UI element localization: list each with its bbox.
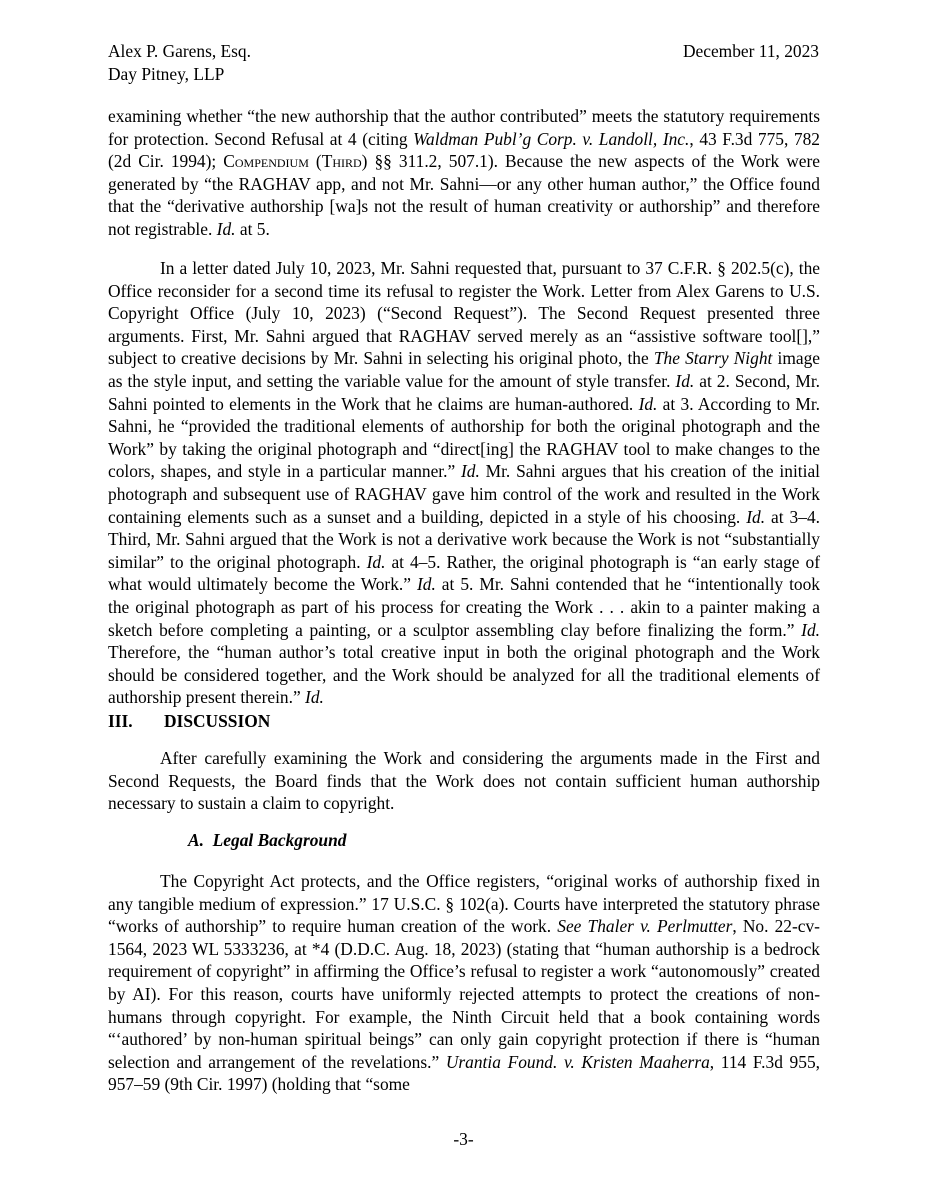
case-cite-waldman: Waldman Publ’g Corp. v. Landoll, Inc.: [413, 128, 690, 149]
p2-text-2: image as the style input, and setting the variable value for the amount of style transfer.: [108, 348, 821, 391]
id-cite: Id.: [305, 687, 324, 708]
page-number: -3-: [453, 1129, 474, 1149]
paragraph-board-finding: [108, 747, 820, 815]
letter-header-addressee: [108, 40, 251, 85]
p4-text-2: , No. 22-cv-1564, 2023 WL 5333236, at *4 (D.D.C. Aug. 18, 2023) (stating that “human authorship is a bedrock requirement of copyright” in affirming the Office’s refusal to register a work “autonomously” created by AI). For this reason, courts have uniformly rejected attempts to protect the creations of non-humans through copyright. For example, the Ninth Circuit held that a book containing words “‘authored’ by non-human spiritual beings” can only gain copyright protection if there is “human selection and arrangement of the revelations.”: [108, 916, 820, 1072]
subsection-heading-legal-background: [108, 829, 900, 852]
addressee-name: Alex P. Garens, Esq.: [108, 41, 251, 61]
p2-text-6: at 3–4. Third, Mr. Sahni argued that the Work is not a derivative work because the Work is not “substantially similar” to the original photograph.: [108, 506, 820, 572]
case-cite-urantia: Urantia Found. v. Kristen Maaherra: [445, 1051, 710, 1072]
p2-text-5: Mr. Sahni argues that his creation of the initial photograph and subsequent use of RAGHAV gave him control of the work and resulted in the Work containing elements such as a sunset and a building, depicted in a style of his choosing.: [108, 461, 820, 527]
p4-text-1: The Copyright Act protects, and the Office registers, “original works of authorship fixed in any tangible medium of expression.” 17 U.S.C. § 102(a). Courts have interpreted the statutory phrase “works of authorship” to require human creation of the work.: [108, 871, 820, 937]
p2-text-1: In a letter dated July 10, 2023, Mr. Sahni requested that, pursuant to 37 C.F.R. § 202.5(c), the Office reconsider for a second time its refusal to register the Work. Letter from Alex Garens to U.S. Copyright Office (July 10, 2023) (“Second Request”). The Second Request presented three arguments. First, Mr. Sahni argued that RAGHAV served merely as an “assistive software tool[],” subject to creative decisions by Mr. Sahni in selecting his original photo, the: [108, 258, 820, 369]
p1-text-2: , 43 F.3d 775, 782 (2d Cir. 1994);: [108, 128, 820, 172]
p2-text-3: at 2. Second, Mr. Sahni pointed to elements in the Work that he claims are human-authored.: [108, 370, 821, 414]
id-cite: Id.: [366, 551, 386, 572]
section-title: DISCUSSION: [164, 711, 271, 731]
p1-text-4: at 5.: [235, 218, 270, 239]
paragraph-second-request: [108, 257, 820, 709]
artwork-title-starry-night: The Starry Night: [653, 348, 773, 369]
paragraph-second-refusal-summary: [108, 105, 820, 241]
case-cite-thaler: See Thaler v. Perlmutter: [557, 916, 733, 937]
subsection-label: A.: [188, 830, 204, 850]
paragraph-copyright-act: [108, 870, 820, 1096]
p4-text-3: , 114 F.3d 955, 957–59 (9th Cir. 1997) (holding that “some: [108, 1051, 820, 1095]
p2-text-4: at 3. According to Mr. Sahni, he “provided the traditional elements of authorship for both the original photograph and the Work” by taking the original photograph and “direct[ing] the RAGHAV tool to make changes to the colors, shapes, and style in a particular manner.”: [108, 393, 821, 482]
id-cite: Id.: [216, 218, 236, 239]
p2-text-8: at 5. Mr. Sahni contended that he “intentionally took the original photograph as part of his process for creating the Work . . . akin to a painter making a sketch before completing a painting, or a sculptor assembling clay before finalizing the form.”: [108, 574, 820, 640]
p2-text-9: Therefore, the “human author’s total creative input in both the original photograph and the Work should be considered together, and the Work should be analyzed for all the traditional elements of authorship present therein.”: [108, 642, 820, 708]
compendium-cite: Compendium (Third): [223, 151, 368, 172]
p2-text-7: at 4–5. Rather, the original photograph is “an early stage of what would ultimately become the Work.”: [108, 551, 820, 595]
id-cite: Id.: [746, 506, 766, 527]
board-finding-text: After carefully examining the Work and considering the arguments made in the First and Second Requests, the Board finds that the Work does not contain sufficient human authorship necessary to sustain a claim to copyright.: [108, 748, 820, 814]
id-cite: Id.: [801, 619, 820, 640]
p1-text-3: §§ 311.2, 507.1). Because the new aspects of the Work were generated by “the RAGHAV app, and not Mr. Sahni—or any other human author,” the Office found that the “derivative authorship [wa]s not the result of human creativity or authorship” and therefore not registrable.: [108, 151, 820, 239]
id-cite: Id.: [638, 393, 658, 414]
id-cite: Id.: [416, 574, 436, 595]
section-number: III.: [108, 711, 133, 731]
letter-date: December 11, 2023: [682, 41, 819, 61]
addressee-firm: Day Pitney, LLP: [108, 63, 225, 84]
p1-text-1: examining whether “the new authorship that the author contributed” meets the statutory requirements for protection. Second Refusal at 4 (citing: [108, 106, 820, 149]
section-heading-discussion: [108, 710, 820, 733]
id-cite: Id.: [461, 461, 480, 482]
id-cite: Id.: [675, 370, 695, 391]
subsection-title: Legal Background: [212, 830, 347, 850]
